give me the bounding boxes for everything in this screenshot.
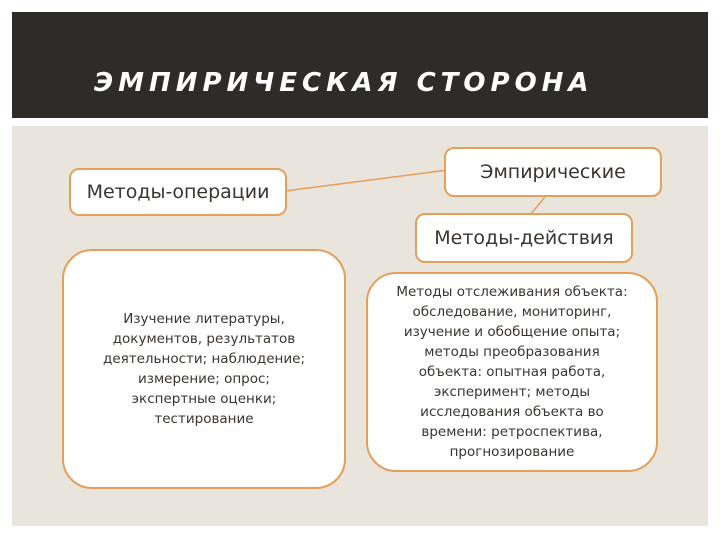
- methods-actions-label: Методы-действия: [434, 227, 614, 249]
- methods-operations-label: Методы-операции: [86, 181, 270, 203]
- connector-empirical-to-operations: [285, 170, 448, 191]
- page-title: ЭМПИРИЧЕСКАЯ СТОРОНА: [94, 68, 594, 98]
- methods-actions-box: [415, 213, 633, 263]
- operations-description-box: [62, 249, 346, 489]
- operations-description-text: Изучение литературы, документов, результатов деятельности; наблюдение; измерение; опрос; экспертные оценки; тестирование: [102, 311, 305, 427]
- methods-operations-box: [69, 168, 287, 216]
- actions-description-box: [366, 272, 658, 472]
- actions-description-text: Методы отслеживания объекта: обследование, мониторинг, изучение и обобщение опыта; методы преобразования объекта: опытная работа, эксперимент; методы исследования объекта во времени: ретроспектива, прогнозирование: [396, 284, 628, 460]
- empirical-box: [444, 147, 662, 197]
- empirical-label: Эмпирические: [480, 161, 626, 183]
